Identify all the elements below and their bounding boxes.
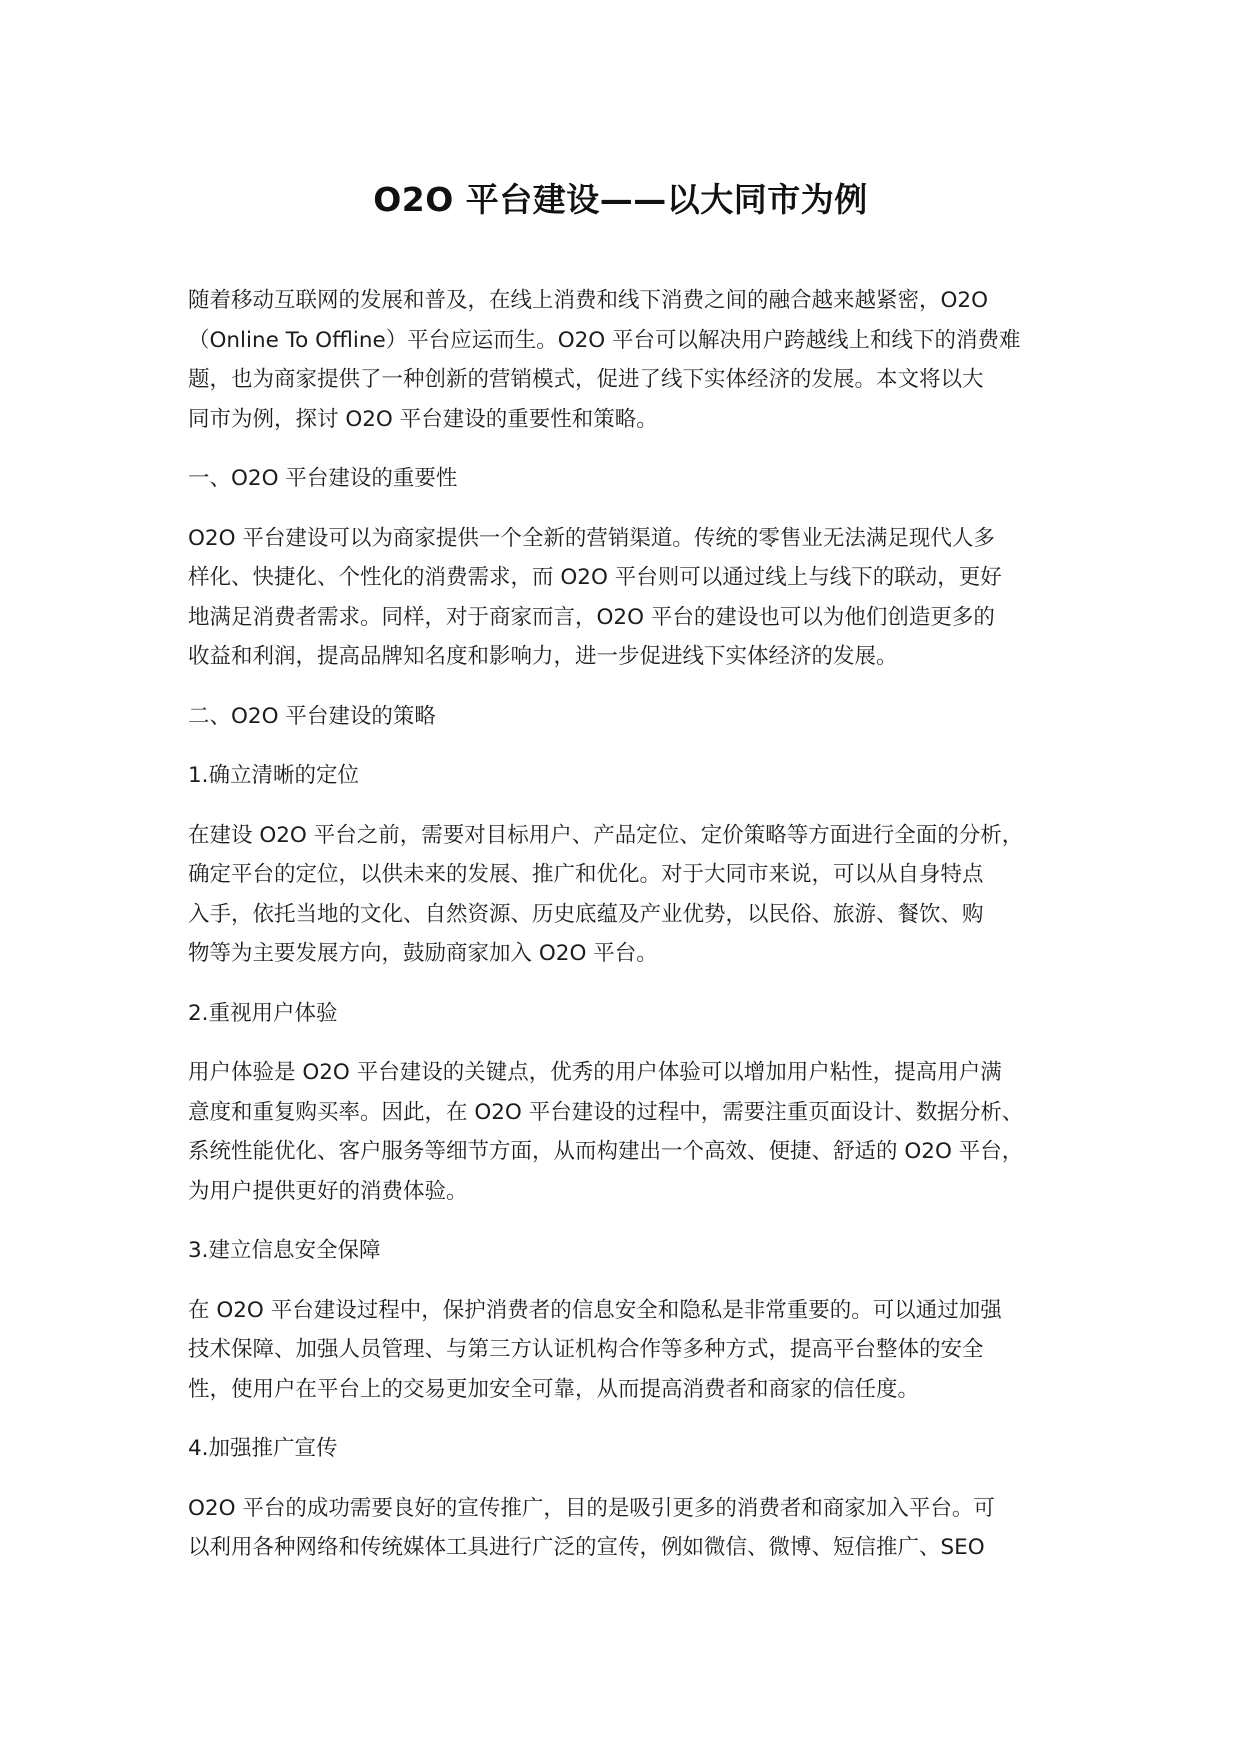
text-line: 确定平台的定位，以供未来的发展、推广和优化。对于大同市来说，可以从自身特点 — [188, 862, 984, 887]
document-body — [188, 281, 1078, 1568]
text-line: 用户体验是 O2O 平台建设的关键点，优秀的用户体验可以增加用户粘性，提高用户满 — [188, 1060, 1002, 1085]
text-line: 性，使用户在平台上的交易更加安全可靠，从而提高消费者和商家的信任度。 — [188, 1376, 920, 1402]
text-line: 随着移动互联网的发展和普及，在线上消费和线下消费之间的融合越来越紧密，O2O — [188, 288, 989, 313]
text-line: 入手，依托当地的文化、自然资源、历史底蕴及产业优势，以民俗、旅游、餐饮、购 — [188, 901, 984, 927]
text-line: 以利用各种网络和传统媒体工具进行广泛的宣传，例如微信、微博、短信推广、SEO — [188, 1535, 985, 1560]
text-line: 地满足消费者需求。同样，对于商家而言，O2O 平台的建设也可以为他们创造更多的 — [188, 604, 995, 630]
text-line: 收益和利润，提高品牌知名度和影响力，进一步促进线下实体经济的发展。 — [188, 644, 898, 669]
heading-text: 1.确立清晰的定位 — [188, 763, 360, 788]
subsection-heading — [188, 756, 1078, 796]
section-heading — [188, 459, 1078, 499]
text-line: O2O 平台的成功需要良好的宣传推广，目的是吸引更多的消费者和商家加入平台。可 — [188, 1495, 995, 1521]
text-line: 在 O2O 平台建设过程中，保护消费者的信息安全和隐私是非常重要的。可以通过加强 — [188, 1297, 1002, 1323]
heading-text: 3.建立信息安全保障 — [188, 1238, 381, 1263]
text-line: 技术保障、加强人员管理、与第三方认证机构合作等多种方式，提高平台整体的安全 — [188, 1337, 984, 1362]
text-line: 意度和重复购买率。因此，在 O2O 平台建设的过程中，需要注重页面设计、数据分析、 — [188, 1099, 1024, 1125]
text-line: 在建设 O2O 平台之前，需要对目标用户、产品定位、定价策略等方面进行全面的分析， — [188, 822, 1024, 848]
paragraph — [188, 816, 1078, 974]
text-line: 样化、快捷化、个性化的消费需求，而 O2O 平台则可以通过线上与线下的联动，更好 — [188, 565, 1002, 590]
subsection-heading — [188, 1429, 1078, 1469]
text-line: （Online To Offline）平台应运而生。O2O 平台可以解决用户跨越线上和线下的消费难 — [188, 327, 1021, 353]
heading-text: 2.重视用户体验 — [188, 1000, 338, 1026]
text-line: 系统性能优化、客户服务等细节方面，从而构建出一个高效、便捷、舒适的 O2O 平台， — [188, 1139, 1024, 1164]
heading-text: 4.加强推广宣传 — [188, 1436, 338, 1461]
text-line: 物等为主要发展方向，鼓励商家加入 O2O 平台。 — [188, 941, 658, 966]
text-line: 同市为例，探讨 O2O 平台建设的重要性和策略。 — [188, 406, 658, 432]
paragraph — [188, 1291, 1078, 1410]
text-line: O2O 平台建设可以为商家提供一个全新的营销渠道。传统的零售业无法满足现代人多 — [188, 525, 995, 551]
text-line: 为用户提供更好的消费体验。 — [188, 1178, 468, 1204]
subsection-heading — [188, 1231, 1078, 1271]
text-line: 题，也为商家提供了一种创新的营销模式，促进了线下实体经济的发展。本文将以大 — [188, 367, 984, 392]
document-title: O2O 平台建设——以大同市为例 — [373, 180, 868, 219]
heading-text: 一、O2O 平台建设的重要性 — [188, 466, 458, 491]
heading-text: 二、O2O 平台建设的策略 — [188, 703, 436, 729]
paragraph — [188, 281, 1078, 439]
section-heading — [188, 697, 1078, 737]
paragraph — [188, 519, 1078, 677]
subsection-heading — [188, 994, 1078, 1034]
paragraph — [188, 1489, 1078, 1568]
paragraph — [188, 1053, 1078, 1211]
